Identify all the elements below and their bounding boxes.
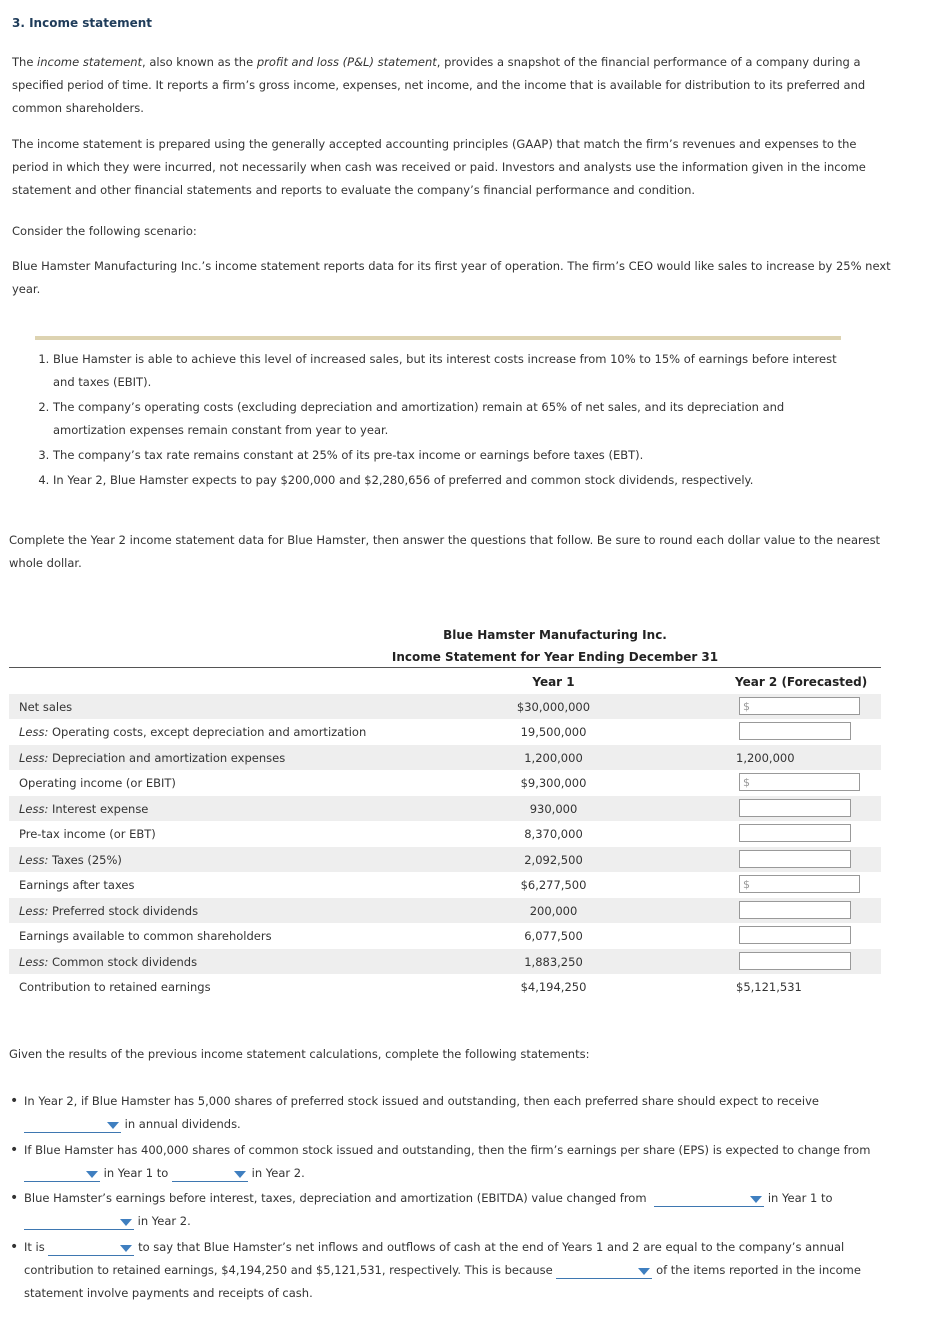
statement-3 [10,1187,905,1233]
condition-item: 4. In Year 2, Blue Hamster expects to pay $200,000 and $2,280,656 of preferred and common stock dividends, respectively. [53,469,853,492]
section-heading: 3. Income statement [12,16,153,30]
statement-text: statement involve payments and receipts of cash. [24,1286,313,1300]
intro-paragraph-1: The income statement, also known as the profit and loss (P&L) statement, provides a snapshot of the financial performance of a company during a specified period of time. It reports a firm’s gross income, expenses, net income, and the income that is available for distribution to its preferred and common shareholders. [12,55,866,115]
statement-text: Blue Hamster’s earnings before interest, taxes, depreciation and amortization (EBITDA) value changed from [24,1191,647,1205]
statement-text: to say that Blue Hamster’s net inflows and outflows of cash at the end of Years 1 and 2 are equal to the company’s annual [138,1240,845,1254]
instructions-paragraph: Complete the Year 2 income statement data for Blue Hamster, then answer the questions that follow. Be sure to round each dollar value to the nearest whole dollar. [9,533,881,570]
intro-paragraph-2: The income statement is prepared using the generally accepted accounting principles (GAAP) that match the firm’s revenues and expenses to the period in which they were incurred, not necessarily when cash was received or paid. Investors and analysts use the information given in the income statement and other financial statements and reports to evaluate the company’s financial performance and condition. [12,137,866,197]
col-header-year1: Year 1 [532,675,575,689]
interest-year2-input[interactable] [739,799,851,817]
row-year1-value: 200,000 [529,904,578,918]
ebitda-year1-dropdown[interactable] [654,1191,764,1207]
row-year1-value: 1,200,000 [524,751,583,765]
questions-intro: Given the results of the previous income statement calculations, complete the following statements: [9,1047,590,1061]
taxes-year2-input[interactable] [739,850,851,868]
common-dividends-year2-input[interactable] [739,952,851,970]
table-company-title: Blue Hamster Manufacturing Inc. [443,628,667,642]
row-label: Less: Interest expense [19,802,149,816]
eps-year2-dropdown[interactable] [172,1166,248,1182]
ebt-year2-input[interactable] [739,824,851,842]
table-row-operating-costs [9,719,881,744]
chevron-down-icon [750,1196,762,1203]
intro-paragraph-3: Consider the following scenario: [12,224,197,238]
statement-text: contribution to retained earnings, $4,194,250 and $5,121,531, respectively. This is because [24,1263,553,1277]
dollar-sign: $ [743,878,750,891]
col-header-year2: Year 2 (Forecasted) [735,675,868,689]
row-year1-value: 1,883,250 [524,955,583,969]
row-label: Pre-tax income (or EBT) [19,827,156,841]
row-year1-value: $9,300,000 [520,776,587,790]
table-row-earnings-common [9,923,881,948]
statement-text: in annual dividends. [124,1117,241,1131]
table-row-net-sales [9,694,881,719]
operating-costs-year2-input[interactable] [739,722,851,740]
condition-item: 2. The company’s operating costs (excluding depreciation and amortization) remain at 65% of net sales, and its depreciation and amortization expenses remain constant from year to year. [53,396,853,442]
statement-4 [10,1236,905,1305]
row-label: Less: Operating costs, except depreciation and amortization [19,725,367,739]
table-subtitle: Income Statement for Year Ending December 31 [391,650,719,664]
dollar-sign: $ [743,776,750,789]
statement-text: It is [24,1240,45,1254]
table-row-preferred-dividends [9,898,881,923]
statement-text: in Year 1 to [103,1166,169,1180]
row-label: Less: Preferred stock dividends [19,904,199,918]
reason-dropdown[interactable] [556,1263,652,1279]
row-label: Operating income (or EBIT) [19,776,176,790]
divider [35,336,841,340]
condition-item: 1. Blue Hamster is able to achieve this level of increased sales, but its interest costs increase from 10% to 15% of earnings before interest and taxes (EBIT). [53,348,853,394]
bullet-icon: • [10,1190,19,1206]
dollar-sign: $ [743,700,750,713]
row-year1-value: 2,092,500 [524,853,583,867]
statement-text: of the items reported in the income [656,1263,861,1277]
row-label: Net sales [19,700,73,714]
eps-year1-dropdown[interactable] [24,1166,100,1182]
ebitda-year2-dropdown[interactable] [24,1214,134,1230]
bullet-icon: • [10,1142,19,1158]
preferred-dividend-dropdown[interactable] [24,1117,121,1133]
statement-text: in Year 1 to [767,1191,833,1205]
statement-text: in Year 2. [251,1166,305,1180]
row-label: Earnings available to common shareholders [19,929,272,943]
chevron-down-icon [120,1245,132,1252]
table-row-ebit [9,770,881,795]
row-year1-value: 930,000 [529,802,578,816]
scenario-paragraph: Blue Hamster Manufacturing Inc.’s income statement reports data for its first year of operation. The firm’s CEO would like sales to increase by 25% next year. [12,259,891,296]
table-row-interest [9,796,881,821]
earnings-after-taxes-year2-input[interactable] [739,875,860,893]
statement-text: If Blue Hamster has 400,000 shares of common stock issued and outstanding, then the firm’s earnings per share (EPS) is expected to change from [24,1143,871,1157]
row-label: Less: Taxes (25%) [19,853,122,867]
condition-item: 3. The company’s tax rate remains constant at 25% of its pre-tax income or earnings before taxes (EBT). [53,444,853,467]
row-year1-value: $30,000,000 [516,700,591,714]
table-row-earnings-after-taxes [9,872,881,897]
chevron-down-icon [120,1219,132,1226]
row-label: Contribution to retained earnings [19,980,211,994]
chevron-down-icon [234,1171,246,1178]
preferred-dividends-year2-input[interactable] [739,901,851,919]
row-year2-value: $5,121,531 [736,980,802,994]
statement-2 [10,1139,905,1185]
row-year1-value: $6,277,500 [520,878,587,892]
conditions-list [35,348,853,494]
table-row-ebt [9,821,881,846]
row-year1-value: $4,194,250 [520,980,587,994]
accuracy-dropdown[interactable] [48,1240,134,1256]
row-label: Less: Depreciation and amortization expenses [19,751,286,765]
ebit-year2-input[interactable] [739,773,860,791]
row-year1-value: 6,077,500 [524,929,583,943]
row-label: Earnings after taxes [19,878,135,892]
row-label: Less: Common stock dividends [19,955,198,969]
chevron-down-icon [107,1122,119,1129]
row-year1-value: 8,370,000 [524,827,583,841]
table-row-depreciation [9,745,881,770]
table-row-taxes [9,847,881,872]
statement-text: in Year 2. [137,1214,191,1228]
net-sales-year2-input[interactable] [739,697,860,715]
statement-text: In Year 2, if Blue Hamster has 5,000 shares of preferred stock issued and outstanding, then each preferred share should expect to receive [24,1094,819,1108]
table-row-retained-earnings [9,974,881,999]
row-year2-value: 1,200,000 [736,751,795,765]
table-header-rule [9,667,881,668]
earnings-common-year2-input[interactable] [739,926,851,944]
chevron-down-icon [638,1268,650,1275]
bullet-icon: • [10,1093,19,1109]
bullet-icon: • [10,1239,19,1255]
statement-1 [10,1090,905,1136]
table-row-common-dividends [9,949,881,974]
row-year1-value: 19,500,000 [520,725,587,739]
chevron-down-icon [86,1171,98,1178]
